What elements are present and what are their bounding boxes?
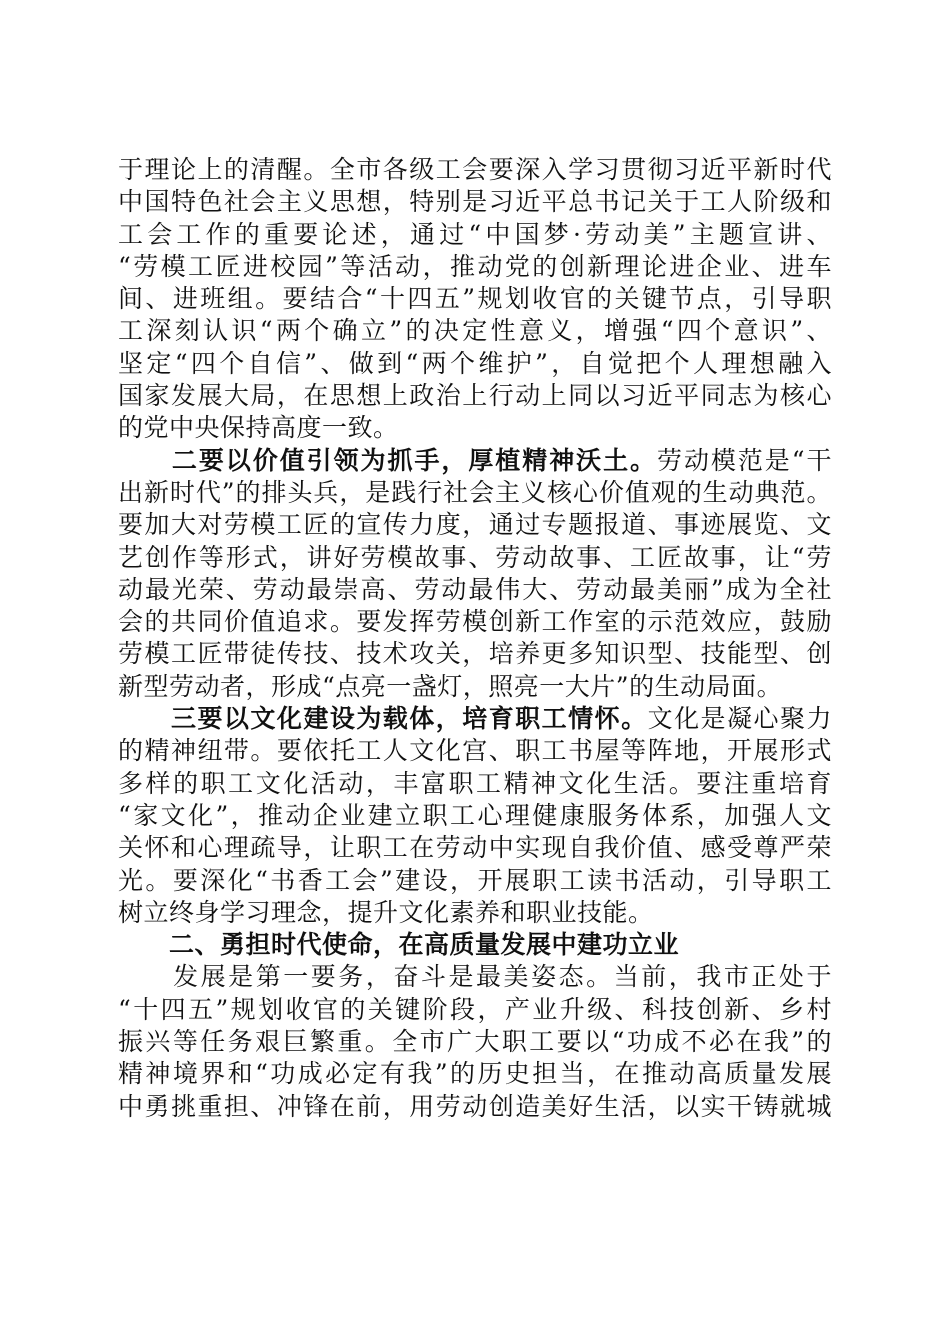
paragraph-value-guidance — [118, 445, 832, 703]
text-line: 新型劳动者，形成“点亮一盏灯，照亮一大片”的生动局面。 — [118, 671, 783, 701]
text-line: 坚定“四个自信”、做到“两个维护”，自觉把个人理想融入 — [118, 348, 832, 378]
paragraph-first-rest: 文化是凝心聚力 — [647, 704, 832, 734]
text-line: 间、进班组。要结合“十四五”规划收官的关键节点，引导职 — [118, 284, 832, 314]
section-heading-text: 二、勇担时代使命，在高质量发展中建功立业 — [169, 930, 680, 960]
section-heading — [118, 929, 832, 961]
text-line: 光。要深化“书香工会”建设，开展职工读书活动，引导职工 — [118, 865, 832, 895]
text-line: 会的共同价值追求。要发挥劳模创新工作室的示范效应，鼓励 — [118, 607, 832, 637]
document-page — [118, 154, 832, 1123]
text-line: 中国特色社会主义思想，特别是习近平总书记关于工人阶级和 — [118, 187, 832, 217]
paragraph-culture — [118, 703, 832, 929]
paragraph-lead: 三要以文化建设为载体，培育职工情怀。 — [170, 704, 648, 734]
text-line: 动最光荣、劳动最崇高、劳动最伟大、劳动最美丽”成为全社 — [118, 574, 832, 604]
text-line: “家文化”，推动企业建立职工心理健康服务体系，加强人文 — [118, 800, 832, 830]
text-line: 国家发展大局，在思想上政治上行动上同以习近平同志为核心 — [118, 381, 832, 411]
text-line: 的精神纽带。要依托工人文化宫、职工书屋等阵地，开展形式 — [118, 736, 832, 766]
text-line: 中勇挑重担、冲锋在前，用劳动创造美好生活，以实干铸就城 — [118, 1091, 832, 1121]
text-line: 工深刻认识“两个确立”的决定性意义，增强“四个意识”、 — [118, 316, 832, 346]
paragraph-first-line — [118, 445, 832, 477]
text-line: 振兴等任务艰巨繁重。全市广大职工要以“功成不必在我”的 — [118, 1027, 832, 1057]
text-line: 的党中央保持高度一致。 — [118, 413, 399, 443]
text-line: 树立终身学习理念，提升文化素养和职业技能。 — [118, 897, 654, 927]
paragraph-development — [118, 961, 832, 1122]
text-line: 精神境界和“功成必定有我”的历史担当，在推动高质量发展 — [118, 1059, 832, 1089]
text-line: 工会工作的重要论述，通过“中国梦·劳动美”主题宣讲、 — [118, 219, 832, 249]
paragraph-lead: 二要以价值引领为抓手，厚植精神沃土。 — [171, 445, 657, 475]
text-line: 于理论上的清醒。全市各级工会要深入学习贯彻习近平新时代 — [118, 155, 832, 184]
text-line: 关怀和心理疏导，让职工在劳动中实现自我价值、感受尊严荣 — [118, 833, 832, 863]
text-line: “十四五”规划收官的关键阶段，产业升级、科技创新、乡村 — [118, 994, 832, 1024]
text-line: “劳模工匠进校园”等活动，推动党的创新理论进企业、进车 — [118, 251, 832, 281]
paragraph-first-line — [118, 961, 832, 993]
text-line: 要加大对劳模工匠的宣传力度，通过专题报道、事迹展览、文 — [118, 510, 832, 540]
paragraph-first-rest: 劳动模范是“干 — [657, 445, 832, 475]
paragraph-theory — [118, 154, 832, 445]
text-line: 艺创作等形式，讲好劳模故事、劳动故事、工匠故事，让“劳 — [118, 542, 832, 572]
paragraph-first-line — [118, 703, 832, 735]
text-line: 劳模工匠带徒传技、技术攻关，培养更多知识型、技能型、创 — [118, 639, 832, 669]
text-line-content: 发展是第一要务，奋斗是最美姿态。当前，我市正处于 — [173, 962, 832, 992]
text-line: 多样的职工文化活动，丰富职工精神文化生活。要注重培育 — [118, 768, 832, 798]
text-line: 出新时代”的排头兵，是践行社会主义核心价值观的生动典范。 — [118, 477, 832, 507]
